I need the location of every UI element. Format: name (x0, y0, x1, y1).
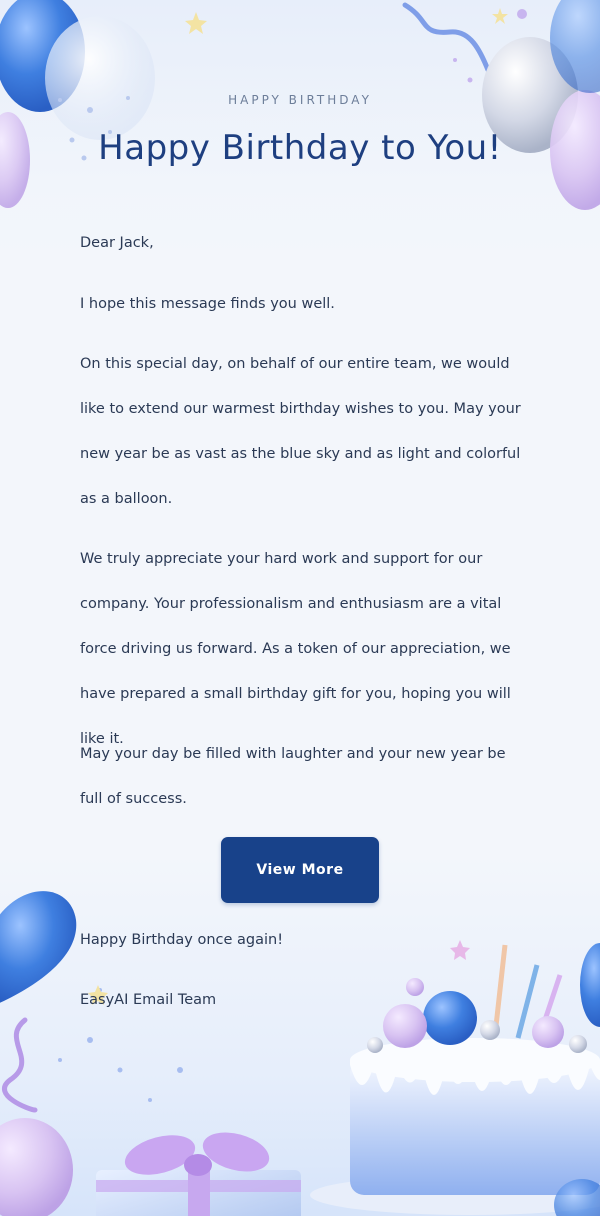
birthday-cake-icon (310, 945, 600, 1215)
ribbon-icon (4, 1020, 35, 1110)
paragraph-closing-wish: May your day be filled with laughter and your new year be full of success. (80, 746, 506, 807)
ribbon-icon (405, 5, 488, 70)
greeting: Dear Jack, (80, 235, 154, 251)
paragraph-appreciation: We truly appreciate your hard work and support for our company. Your professionalism and enthusiasm are a vital force driving us forward. As a token of our appreciation, we have prepared a small birthday gift for you, hoping you will like it. (80, 551, 511, 747)
gift-box-icon (96, 1126, 301, 1216)
view-more-button[interactable]: View More (221, 837, 379, 903)
heart-balloon-icon (0, 891, 76, 1005)
star-icon (185, 8, 508, 34)
paragraph-wishes: On this special day, on behalf of our entire team, we would like to extend our warmest birthday wishes to you. May your new year be as vast as the blue sky and as light and colorful as a balloon. (80, 356, 521, 507)
eyebrow-label: HAPPY BIRTHDAY (228, 93, 372, 107)
paragraph-intro: I hope this message finds you well. (80, 296, 335, 312)
signature: EasyAI Email Team (80, 992, 217, 1008)
balloon-icon (0, 1118, 73, 1216)
star-icon (450, 940, 470, 960)
page-title: Happy Birthday to You! (98, 128, 502, 168)
closing-line: Happy Birthday once again! (80, 932, 284, 948)
